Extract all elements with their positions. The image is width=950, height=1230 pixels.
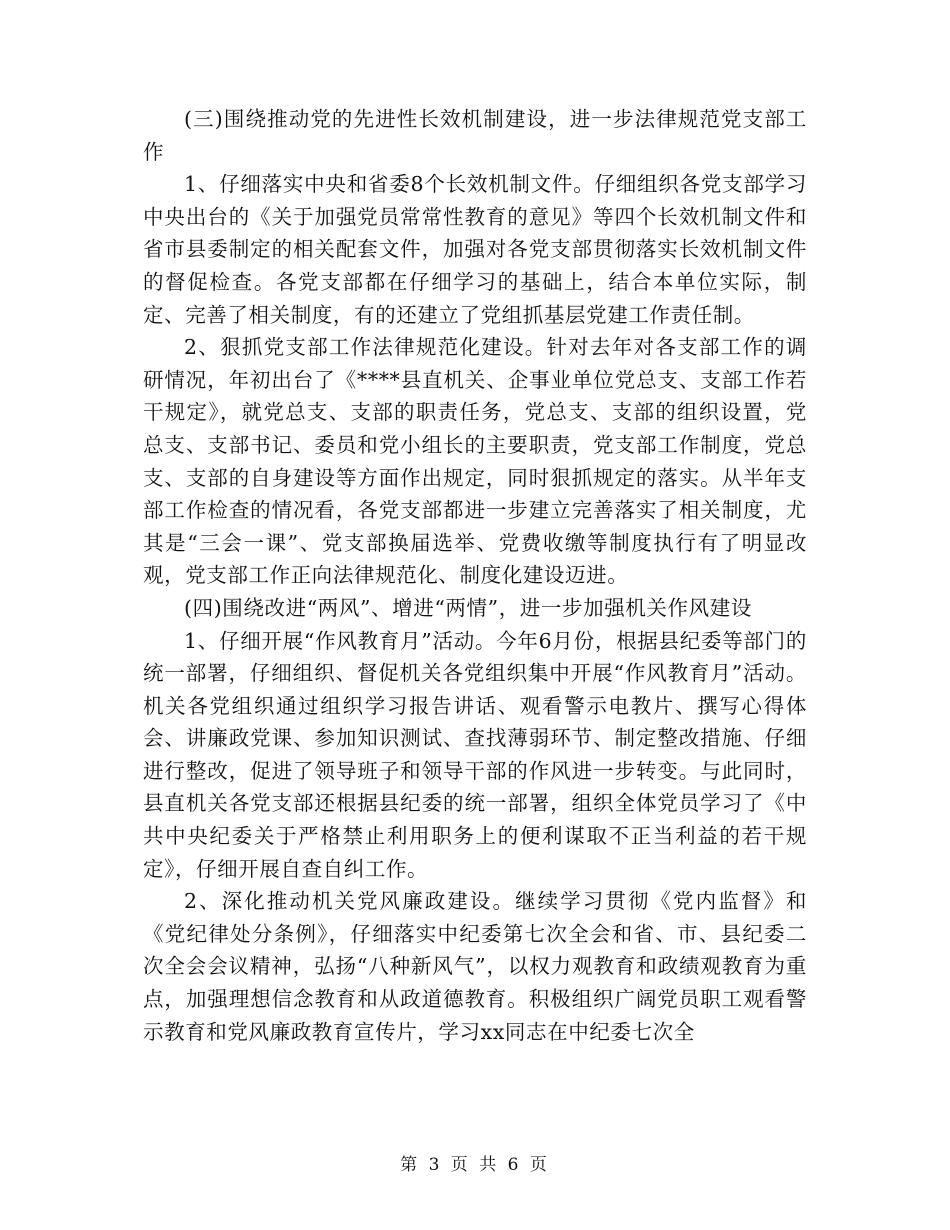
body-paragraph: 2、深化推动机关党风廉政建设。继续学习贯彻《党内监督》和《党纪律处分条例》，仔细落实中纪委第七次全会和省、市、县纪委二次全会会议精神，弘扬“八种新风气”，以权力观教育和政绩观教育为重点，加强理想信念教育和从政道德教育。积极组织广阔党员职工观看警示教育和党风廉政教育宣传片，学习xx同志在中纪委七次全 [143,889,807,1044]
document-body [143,103,807,1048]
body-paragraph: 1、仔细开展“作风教育月”活动。今年6月份，根据县纪委等部门的统一部署，仔细组织、督促机关各党组织集中开展“作风教育月”活动。机关各党组织通过组织学习报告讲话、观看警示电教片、撰写心得体会、讲廉政党课、参加知识测试、查找薄弱环节、制定整改措施、仔细进行整改，促进了领导班子和领导干部的作风进一步转变。与此同时，县直机关各党支部还根据县纪委的统一部署，组织全体党员学习了《中共中央纪委关于严格禁止利用职务上的便利谋取不正当利益的若干规定》，仔细开展自查自纠工作。 [143,628,807,881]
section-heading-3: (三)围绕推动党的先进性长效机制建设，进一步法律规范党支部工作 [143,107,807,164]
body-paragraph: 2、狠抓党支部工作法律规范化建设。针对去年对各支部工作的调研情况，年初出台了《****县直机关、企事业单位党总支、支部工作若干规定》，就党总支、支部的职责任务，党总支、支部的组织设置，党总支、支部书记、委员和党小组长的主要职责，党支部工作制度，党总支、支部的自身建设等方面作出规定，同时狠抓规定的落实。从半年支部工作检查的情况看，各党支部都进一步建立完善落实了相关制度，尤其是“三会一课”、党支部换届选举、党费收缴等制度执行有了明显改观，党支部工作正向法律规范化、制度化建设迈进。 [143,335,807,588]
section-heading-4: (四)围绕改进“两风”、增进“两情”，进一步加强机关作风建设 [184,595,752,620]
body-paragraph: 1、仔细落实中央和省委8个长效机制文件。仔细组织各党支部学习中央出台的《关于加强党员常常性教育的意见》等四个长效机制文件和省市县委制定的相关配套文件，加强对各党支部贯彻落实长效机制文件的督促检查。各党支部都在仔细学习的基础上，结合本单位实际，制定、完善了相关制度，有的还建立了党组抓基层党建工作责任制。 [143,172,807,327]
page-number-footer: 第 3 页 共 6 页 [400,1155,550,1175]
